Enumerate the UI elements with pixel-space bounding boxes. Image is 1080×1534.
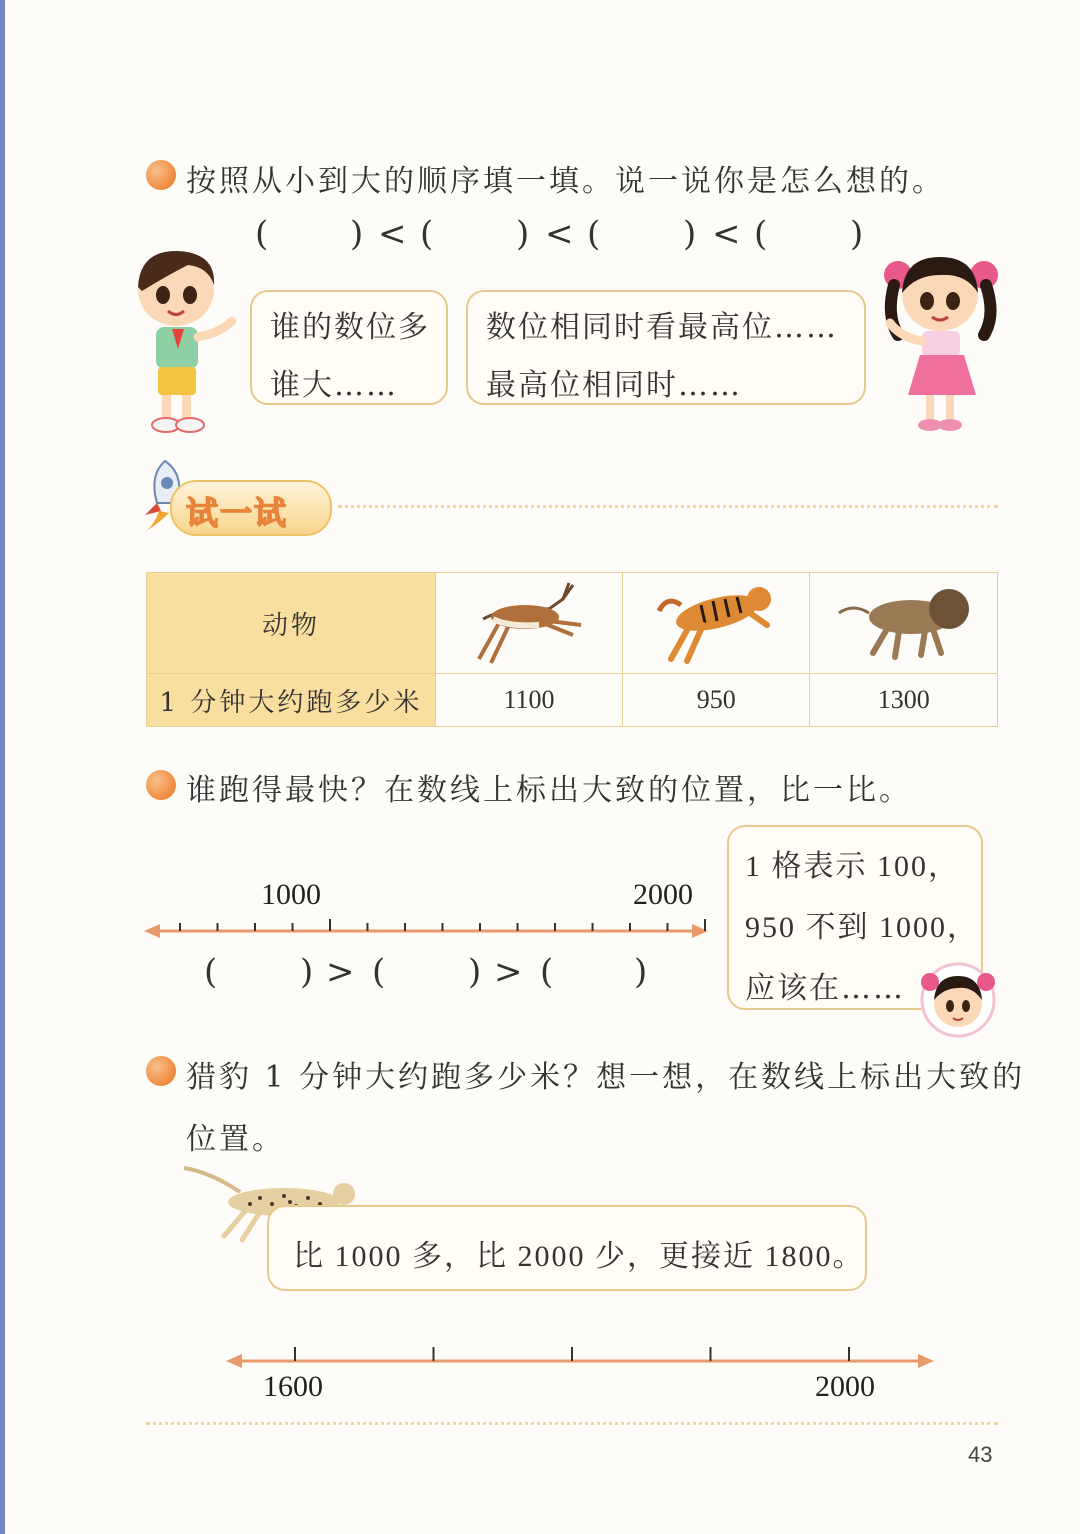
lion-icon — [829, 575, 979, 665]
bubble-girl-line-2: 最高位相同时…… — [486, 368, 742, 403]
tip-line-2: 950 不到 1000， — [745, 911, 979, 944]
tip-line-3: 应该在…… — [745, 971, 905, 1006]
antelope-icon — [469, 575, 589, 665]
less-than-3: < — [712, 214, 741, 254]
blank-1-close: ) — [350, 214, 364, 254]
blank-close-b: ) — [468, 952, 482, 992]
number-line-2-label-2000: 2000 — [815, 1370, 875, 1403]
less-than-2: < — [545, 214, 574, 254]
bubble-boy-line-2: 谁大…… — [270, 368, 398, 403]
table-header-animal: 动物 — [147, 573, 436, 674]
question-2: 谁跑得最快？在数线上标出大致的位置，比一比。 — [186, 773, 912, 808]
question-3-line-1: 猎豹 1 分钟大约跑多少米？想一想，在数线上标出大致的 — [186, 1060, 1026, 1095]
page-number: 43 — [968, 1442, 993, 1467]
less-than-1: < — [378, 214, 407, 254]
bullet-icon — [146, 770, 176, 800]
number-line-1-label-1000: 1000 — [261, 878, 321, 911]
table-header-speed: 1 分钟大约跑多少米 — [147, 674, 436, 727]
blank-4-open: ( — [754, 214, 768, 254]
bubble-boy-line-1: 谁的数位多 — [270, 310, 430, 345]
section-divider — [338, 505, 998, 508]
table-value-lion: 1300 — [810, 674, 998, 727]
page-edge — [0, 0, 5, 1534]
tip-line-1: 1 格表示 100， — [745, 850, 960, 883]
table-cell-lion — [810, 573, 998, 674]
tiger-icon — [651, 575, 781, 665]
greater-than-2: > — [494, 952, 523, 992]
table-value-antelope: 1100 — [435, 674, 622, 727]
blank-close-a: ) — [300, 952, 314, 992]
blank-close-c: ) — [634, 952, 648, 992]
table-value-tiger: 950 — [623, 674, 810, 727]
question-3-line-2: 位置。 — [186, 1122, 285, 1157]
blank-1-open: ( — [255, 214, 269, 254]
animal-speed-table — [146, 572, 998, 727]
bullet-icon — [146, 160, 176, 190]
speech-bubble-boy — [250, 290, 448, 405]
blank-2-close: ) — [516, 214, 530, 254]
bullet-icon — [146, 1056, 176, 1086]
boy-icon — [128, 245, 238, 440]
table-cell-antelope — [435, 573, 622, 674]
question-1: 按照从小到大的顺序填一填。说一说你是怎么想的。 — [186, 164, 945, 199]
girl-avatar-icon — [916, 960, 1000, 1040]
number-line-2-label-1600: 1600 — [263, 1370, 323, 1403]
bottom-divider — [146, 1422, 998, 1425]
blank-3-open: ( — [587, 214, 601, 254]
speech-bubble-cheetah — [267, 1205, 867, 1291]
speech-bubble-girl — [466, 290, 866, 405]
blank-2-open: ( — [420, 214, 434, 254]
cheetah-hint: 比 1000 多，比 2000 少，更接近 1800。 — [293, 1240, 865, 1273]
table-cell-tiger — [623, 573, 810, 674]
number-line-1-label-2000: 2000 — [633, 878, 693, 911]
blank-3-close: ) — [683, 214, 697, 254]
bubble-girl-line-1: 数位相同时看最高位…… — [486, 310, 838, 345]
greater-than-1: > — [326, 952, 355, 992]
number-line-1 — [140, 905, 712, 955]
section-badge — [170, 480, 332, 536]
blank-4-close: ) — [850, 214, 864, 254]
number-line-2 — [220, 1335, 940, 1375]
section-title: 试一试 — [186, 494, 289, 532]
blank-open-b: ( — [372, 952, 386, 992]
blank-open-c: ( — [540, 952, 554, 992]
blank-open-a: ( — [204, 952, 218, 992]
girl-icon — [880, 245, 1000, 440]
